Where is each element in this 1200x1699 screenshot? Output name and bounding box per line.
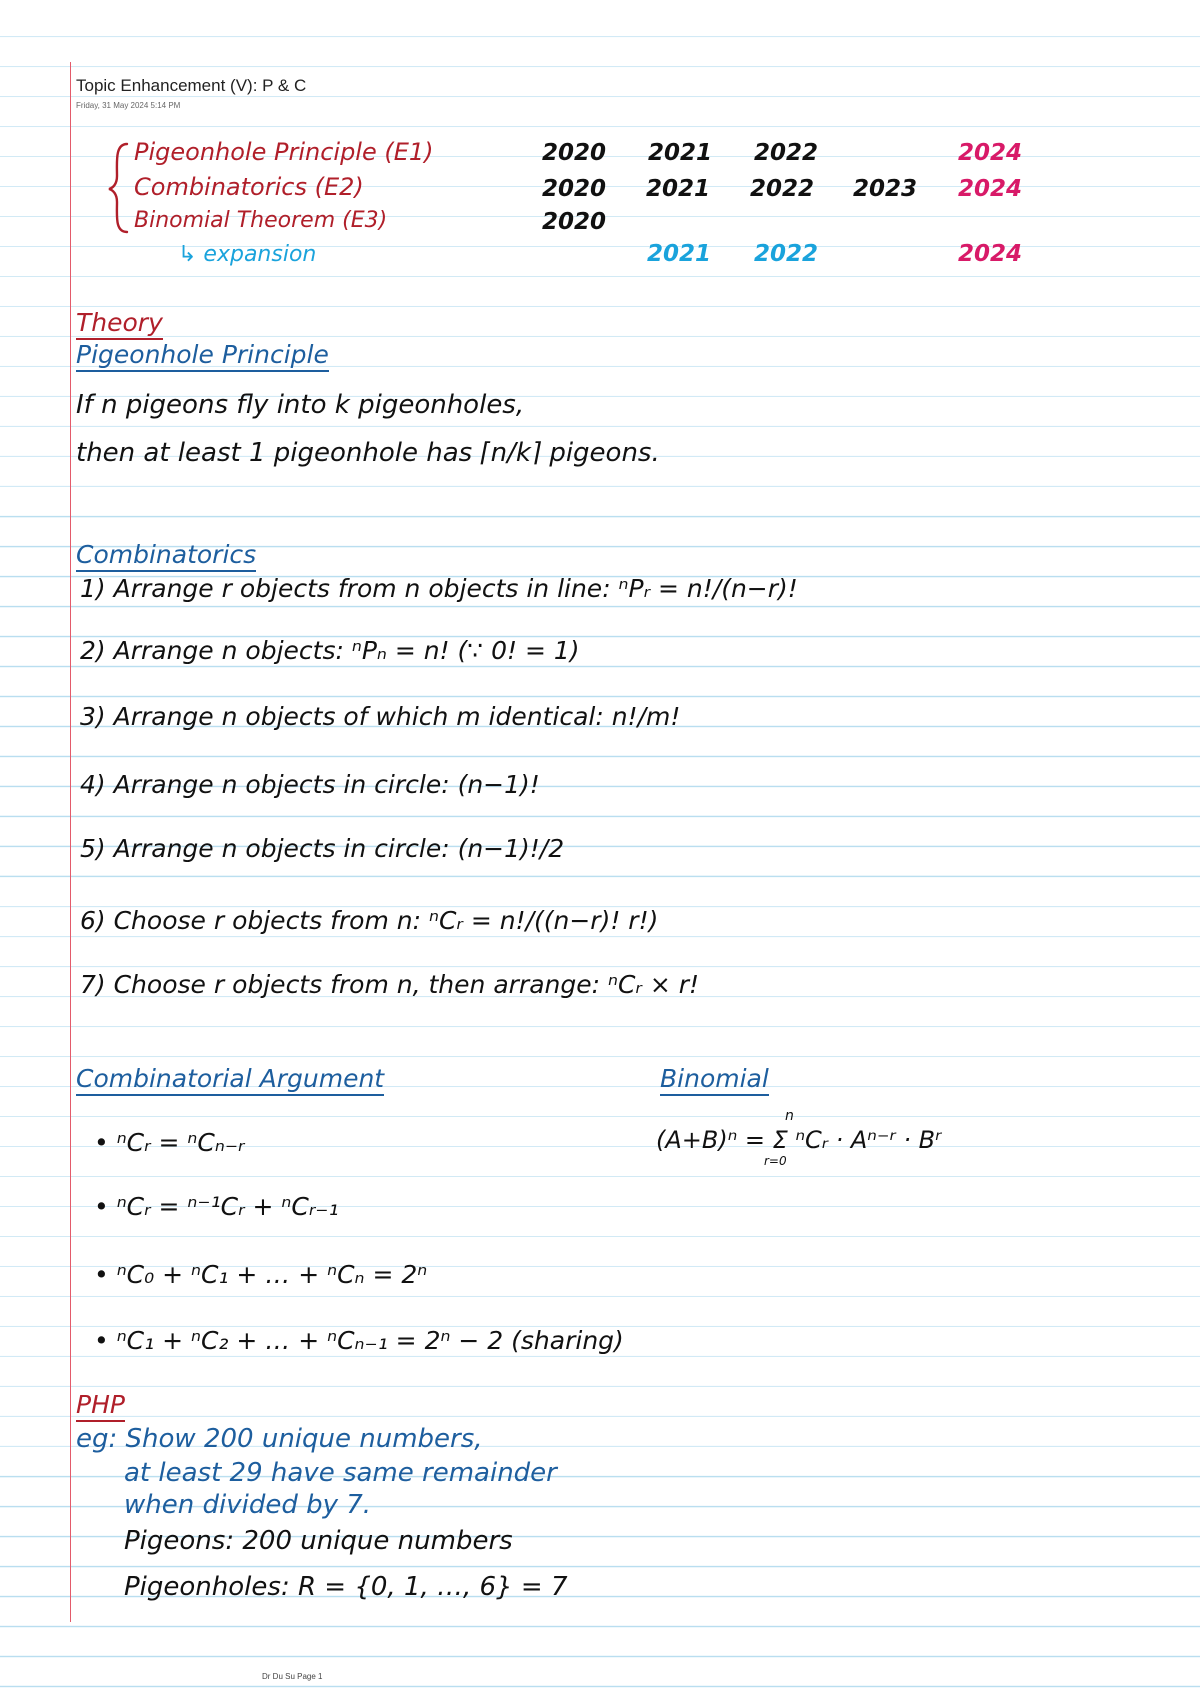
page-footer: Dr Du Su Page 1 — [262, 1672, 323, 1681]
combinatorial-argument-item: • ⁿC₀ + ⁿC₁ + … + ⁿCₙ = 2ⁿ — [94, 1260, 428, 1289]
combinatorial-argument-item: • ⁿCᵣ = ⁿ⁻¹Cᵣ + ⁿCᵣ₋₁ — [94, 1192, 339, 1221]
php-example-line: when divided by 7. — [124, 1490, 372, 1520]
year-cell: 2022 — [750, 176, 815, 202]
topic-pigeonhole: Pigeonhole Principle (E1) — [134, 138, 434, 166]
combinatorics-item: 1) Arrange r objects from n objects in line: ⁿPᵣ = n!/(n−r)! — [80, 574, 798, 603]
pigeonhole-statement-line1: If n pigeons fly into k pigeonholes, — [76, 390, 525, 420]
topic-binomial: Binomial Theorem (E3) — [134, 208, 388, 233]
topic-combinatorics: Combinatorics (E2) — [134, 173, 364, 201]
php-example-line: eg: Show 200 unique numbers, — [76, 1424, 483, 1454]
combinatorics-heading: Combinatorics — [76, 540, 256, 572]
combinatorics-item: 3) Arrange n objects of which m identical: n!/m! — [80, 702, 681, 731]
page-title: Topic Enhancement (V): P & C — [76, 76, 307, 95]
margin-line — [70, 62, 71, 1622]
year-cell: 2023 — [853, 176, 918, 202]
binomial-formula: (A+B)ⁿ = Σ ⁿCᵣ · Aⁿ⁻ʳ · Bʳ — [656, 1126, 942, 1154]
combinatorial-argument-item: • ⁿC₁ + ⁿC₂ + … + ⁿCₙ₋₁ = 2ⁿ − 2 (sharing) — [94, 1326, 624, 1355]
combinatorics-item: 2) Arrange n objects: ⁿPₙ = n! (∵ 0! = 1) — [80, 636, 580, 665]
combinatorial-argument-item: • ⁿCᵣ = ⁿCₙ₋ᵣ — [94, 1128, 245, 1157]
php-example-line: at least 29 have same remainder — [124, 1458, 557, 1488]
theory-heading: Theory — [76, 308, 163, 340]
pigeonhole-statement-line2: then at least 1 pigeonhole has ⌈n/k⌉ pigeons. — [76, 438, 660, 468]
curly-brace — [107, 142, 129, 234]
combinatorics-item: 4) Arrange n objects in circle: (n−1)! — [80, 770, 540, 799]
combinatorics-item: 6) Choose r objects from n: ⁿCᵣ = n!/((n−r)! r!) — [80, 906, 659, 935]
binomial-heading: Binomial — [660, 1064, 769, 1096]
year-cell: 2022 — [754, 241, 819, 267]
year-cell: 2024 — [958, 176, 1023, 202]
year-cell: 2024 — [958, 140, 1023, 166]
year-cell: 2022 — [754, 140, 819, 166]
combinatorial-argument-heading: Combinatorial Argument — [76, 1064, 384, 1096]
year-cell: 2024 — [958, 241, 1023, 267]
combinatorics-item: 7) Choose r objects from n, then arrange: ⁿCᵣ × r! — [80, 970, 700, 999]
year-cell: 2021 — [647, 241, 712, 267]
year-cell: 2020 — [542, 209, 607, 235]
year-cell: 2021 — [648, 140, 713, 166]
page-datetime: Friday, 31 May 2024 5:14 PM — [76, 101, 181, 110]
year-cell: 2020 — [542, 176, 607, 202]
topic-expansion: ↳ expansion — [178, 242, 317, 267]
binomial-sum-upper: n — [785, 1108, 794, 1124]
php-solution-line: Pigeons: 200 unique numbers — [124, 1526, 513, 1556]
php-solution-line: Pigeonholes: R = {0, 1, …, 6} = 7 — [124, 1572, 568, 1602]
year-cell: 2021 — [646, 176, 711, 202]
binomial-sum-lower: r=0 — [764, 1154, 787, 1168]
combinatorics-item: 5) Arrange n objects in circle: (n−1)!/2 — [80, 834, 565, 863]
php-heading: PHP — [76, 1390, 125, 1422]
pigeonhole-heading: Pigeonhole Principle — [76, 340, 329, 372]
year-cell: 2020 — [542, 140, 607, 166]
